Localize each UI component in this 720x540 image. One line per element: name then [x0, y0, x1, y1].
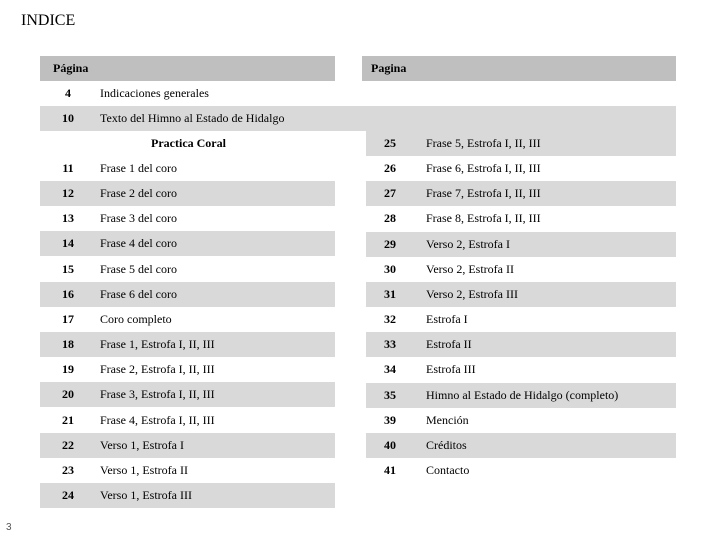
- page-number-text: 14: [62, 236, 74, 251]
- entry-label: Verso 2, Estrofa I: [426, 236, 510, 251]
- entry-label: Frase 3 del coro: [100, 211, 177, 226]
- page-number-text: 16: [62, 286, 74, 301]
- page-number-text: 12: [62, 186, 74, 201]
- page-number-text: 17: [62, 311, 74, 326]
- page-number-text: 24: [62, 487, 74, 502]
- index-row: [40, 206, 335, 231]
- entry-label: Frase 1, Estrofa I, II, III: [100, 337, 215, 352]
- entry-label: Frase 2 del coro: [100, 186, 177, 201]
- entry-label: Contacto: [426, 462, 470, 477]
- entry-label: Coro completo: [100, 311, 172, 326]
- page-number-text: 35: [384, 387, 396, 402]
- entry-label: Frase 6, Estrofa I, II, III: [426, 161, 541, 176]
- entry-label: Texto del Himno al Estado de Hidalgo: [100, 111, 285, 125]
- index-row: [366, 383, 676, 408]
- page-number-text: 22: [62, 437, 74, 452]
- page-number-text: 27: [384, 186, 396, 201]
- page-number-text: 40: [384, 437, 396, 452]
- index-row: [366, 181, 676, 206]
- left-column-header: [40, 56, 335, 81]
- entry-label: Frase 4 del coro: [100, 236, 177, 251]
- page-number-text: 29: [384, 236, 396, 251]
- entry-label: Indicaciones generales: [100, 86, 209, 100]
- page-number-text: 26: [384, 161, 396, 176]
- page-number-text: 41: [384, 462, 396, 477]
- entry-label: Créditos: [426, 437, 467, 452]
- index-row: [40, 81, 676, 106]
- page-number-text: 32: [384, 312, 396, 327]
- page-number-text: 34: [384, 362, 396, 377]
- entry-label: Himno al Estado de Hidalgo (completo): [426, 387, 619, 402]
- page-number-text: 30: [384, 261, 396, 276]
- page-number-text: 19: [62, 362, 74, 377]
- entry-label: Frase 2, Estrofa I, II, III: [100, 362, 215, 377]
- page-title: INDICE: [21, 12, 76, 29]
- index-row: [40, 257, 335, 282]
- entry-label: Frase 6 del coro: [100, 286, 177, 301]
- index-row: [40, 156, 335, 181]
- page-number-text: 33: [384, 337, 396, 352]
- page-number-text: 31: [384, 286, 396, 301]
- index-row: [366, 433, 676, 458]
- entry-label: Frase 3, Estrofa I, II, III: [100, 387, 215, 402]
- index-row: [366, 357, 676, 382]
- index-row: [366, 282, 676, 307]
- index-row: [366, 307, 676, 332]
- entry-label: Frase 5, Estrofa I, II, III: [426, 136, 541, 150]
- index-row: [366, 257, 676, 282]
- entry-label: Frase 5 del coro: [100, 261, 177, 276]
- index-row: [40, 357, 335, 382]
- entry-label: Frase 1 del coro: [100, 161, 177, 175]
- entry-label: Estrofa I: [426, 312, 468, 327]
- slide-number: 3: [6, 522, 12, 533]
- index-row: [40, 106, 676, 131]
- page-number-text: 13: [62, 211, 74, 226]
- entry-label: Estrofa III: [426, 362, 476, 377]
- index-row: [366, 131, 676, 156]
- section-title-label: Practica Coral: [151, 136, 226, 150]
- index-row: [366, 408, 676, 433]
- page-number-text: 28: [384, 211, 396, 226]
- index-row: [366, 458, 676, 483]
- index-row: [40, 382, 335, 407]
- page-number-text: 39: [384, 412, 396, 427]
- index-row: [366, 156, 676, 181]
- page-number-text: 25: [384, 136, 396, 150]
- entry-label: Verso 1, Estrofa I: [100, 437, 184, 452]
- page-number-text: 20: [62, 387, 74, 402]
- entry-label: Verso 2, Estrofa II: [426, 261, 514, 276]
- entry-label: Frase 4, Estrofa I, II, III: [100, 412, 215, 427]
- page-number-text: 11: [62, 161, 74, 175]
- index-row: [40, 231, 335, 256]
- index-row: [40, 332, 335, 357]
- section-title: [40, 131, 335, 156]
- index-row: [40, 181, 335, 206]
- entry-label: Frase 8, Estrofa I, II, III: [426, 211, 541, 226]
- index-row: [40, 483, 335, 508]
- index-row: [40, 408, 335, 433]
- entry-label: Estrofa II: [426, 337, 472, 352]
- page-number-text: 21: [62, 412, 74, 427]
- entry-label: Verso 2, Estrofa III: [426, 286, 518, 301]
- index-row: [40, 282, 335, 307]
- page-number-text: 18: [62, 337, 74, 352]
- index-row: [366, 332, 676, 357]
- left-header-label: Página: [53, 61, 89, 75]
- entry-label: Verso 1, Estrofa III: [100, 487, 192, 502]
- page-number-text: 23: [62, 462, 74, 477]
- page-number-text: 15: [62, 261, 74, 276]
- right-header-label: Pagina: [371, 61, 407, 75]
- index-row: [40, 458, 335, 483]
- entry-label: Verso 1, Estrofa II: [100, 462, 188, 477]
- index-row: [366, 206, 676, 231]
- index-row: [40, 307, 335, 332]
- index-row: [366, 232, 676, 257]
- entry-label: Mención: [426, 412, 469, 427]
- right-column-header: [362, 56, 676, 81]
- entry-label: Frase 7, Estrofa I, II, III: [426, 186, 541, 201]
- index-row: [40, 433, 335, 458]
- page-number-text: 10: [62, 111, 74, 125]
- page-number-text: 4: [65, 86, 71, 100]
